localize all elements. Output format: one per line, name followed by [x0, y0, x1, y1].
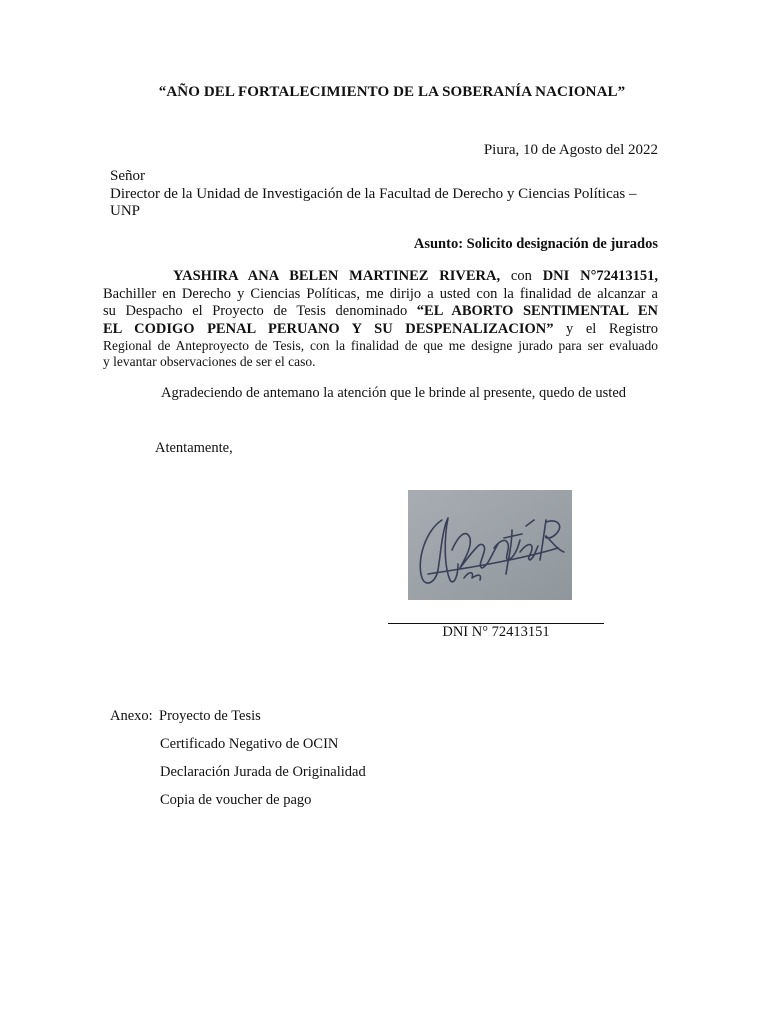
line-4-text: y el Registro — [566, 320, 658, 337]
signature-dni: DNI N° 72413151 — [442, 624, 550, 640]
con-word: con — [510, 268, 532, 284]
dni-label: DNI — [542, 268, 570, 284]
request-paragraph — [103, 268, 658, 370]
paragraph-line-1 — [103, 268, 658, 286]
annex-item: Proyecto de Tesis — [159, 708, 261, 724]
thanks-line: Agradeciendo de antemano la atención que le brinde al presente, quedo de usted — [161, 385, 627, 401]
addressee-line-1: Director de la Unidad de Investigación de la Facultad de Derecho y Ciencias Políticas – — [110, 186, 637, 202]
annex-item: Certificado Negativo de OCIN — [160, 736, 339, 752]
paragraph-line-6: y levantar observaciones de ser el caso. — [103, 354, 316, 369]
applicant-name: YASHIRA ANA BELEN MARTINEZ RIVERA, — [173, 268, 501, 284]
year-heading: “AÑO DEL FORTALECIMIENTO DE LA SOBERANÍA NACIONAL” — [158, 84, 626, 100]
subject-line: Asunto: Solicito designación de jurados — [413, 236, 658, 252]
signature-scribble — [408, 490, 572, 600]
annex-item: Declaración Jurada de Originalidad — [160, 764, 366, 780]
thesis-title-part-2: EL CODIGO PENAL PERUANO Y SU DESPENALIZACION” — [103, 320, 554, 337]
dni-number: N°72413151, — [580, 268, 659, 284]
date-line: Piura, 10 de Agosto del 2022 — [483, 142, 658, 158]
paragraph-line-5: Regional de Anteproyecto de Tesis, con la finalidad de que me designe jurado para ser evaluado — [103, 338, 658, 353]
closing-line: Atentamente, — [155, 440, 233, 456]
paragraph-line-2: Bachiller en Derecho y Ciencias Políticas, me dirijo a usted con la finalidad de alcanzar a — [103, 285, 658, 302]
paragraph-line-4 — [103, 321, 658, 339]
handwritten-signature — [408, 490, 572, 600]
addressee-salutation: Señor — [110, 168, 145, 184]
annex-item: Copia de voucher de pago — [160, 792, 312, 808]
thesis-title-part-1: “EL ABORTO SENTIMENTAL EN — [416, 303, 658, 319]
addressee-line-2: UNP — [110, 203, 141, 219]
paragraph-line-3 — [103, 303, 658, 321]
annex-label: Anexo: — [110, 708, 153, 724]
line-3-text: su Despacho el Proyecto de Tesis denominado — [103, 303, 408, 319]
